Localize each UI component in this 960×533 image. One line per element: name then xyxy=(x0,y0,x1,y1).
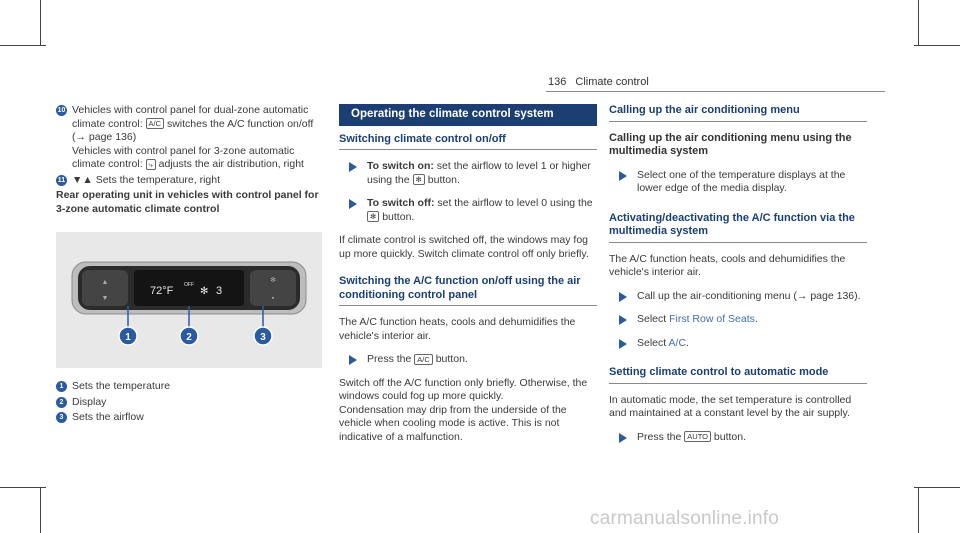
item-10-text xyxy=(72,104,322,145)
step-switch-off xyxy=(349,197,597,224)
paragraph: In automatic mode, the set temperature is controlled and maintained at a constant level by the air supply. xyxy=(609,393,852,419)
heading-auto: Setting climate control to automatic mode xyxy=(609,366,867,384)
rear-unit-heading: Rear operating unit in vehicles with control panel for 3-zone automatic climate control xyxy=(56,189,319,215)
item-10-text-c: Vehicles with control panel for 3-zone automatic climate control: xyxy=(72,144,295,170)
crop-mark xyxy=(40,0,41,46)
heading-switch: Switching climate control on/off xyxy=(339,133,597,151)
step-bold: To switch off: xyxy=(367,197,435,209)
display-temp: 72°F xyxy=(150,285,174,297)
item-10-text-d: adjusts the air distribution, right xyxy=(155,158,304,170)
list-item-11 xyxy=(56,174,322,188)
control-panel-svg xyxy=(56,232,322,368)
watermark: carmanualsonline.info xyxy=(590,508,780,529)
svg-text:▼: ▼ xyxy=(101,295,109,302)
header-rule xyxy=(546,91,885,92)
legend-text: Display xyxy=(72,395,107,408)
step-switch-on xyxy=(349,160,597,187)
legend-item xyxy=(56,396,322,410)
crop-mark xyxy=(918,487,919,533)
step-press-auto xyxy=(619,431,867,445)
column-middle xyxy=(339,104,597,444)
heading-activate: Activating/deactivating the A/C function via the multimedia system xyxy=(609,212,867,243)
legend-text: Sets the airflow xyxy=(72,411,144,423)
step-text: Select one of the temperature displays at the lower edge of the media display. xyxy=(637,168,846,194)
item-10-text-b: switches the A/C function on/off (→ page 136) xyxy=(72,117,314,143)
heading-ac-panel: Switching the A/C function on/off using the air conditioning control panel xyxy=(339,275,597,306)
step-end: button. xyxy=(379,210,415,223)
legend-item xyxy=(56,380,322,394)
callout-number: 10 xyxy=(57,107,66,114)
column-right xyxy=(609,104,867,454)
list-item-10 xyxy=(56,104,322,172)
step-arrow-icon xyxy=(619,292,627,302)
legend-number: 2 xyxy=(56,397,67,408)
menu-item-first-row[interactable]: First Row of Seats xyxy=(669,313,755,325)
step-press-ac xyxy=(349,353,597,367)
crop-mark xyxy=(914,45,960,46)
crop-mark xyxy=(918,0,919,46)
crop-mark xyxy=(0,487,46,488)
step-end: . xyxy=(686,336,689,349)
control-panel-image xyxy=(56,232,322,368)
svg-text:▲: ▲ xyxy=(101,279,109,286)
step-bold: To switch on: xyxy=(367,160,434,172)
step-arrow-icon xyxy=(619,315,627,325)
paragraph: Switch off the A/C function only briefly. Otherwise, the windows could fog up more quickly. xyxy=(339,376,588,402)
callout-1-label: 1 xyxy=(125,332,131,343)
step-arrow-icon xyxy=(619,433,627,443)
ac-key-icon: A/C xyxy=(146,118,165,129)
column-left xyxy=(56,104,322,427)
item-10-text-2 xyxy=(72,145,322,172)
paragraph: Condensation may drip from the underside of the vehicle when cooling mode is active. This is not indicative of a malfunction. xyxy=(339,403,567,443)
up-down-arrow-icon: ▼▲ xyxy=(72,173,93,186)
fan-person-icon: ⤷ xyxy=(146,159,156,170)
step-select-ac xyxy=(619,337,867,351)
step-end: . xyxy=(754,313,758,325)
auto-key-icon: AUTO xyxy=(684,431,711,442)
section-title: Climate control xyxy=(575,76,649,88)
step-text: set the airflow to level 0 using the xyxy=(434,197,593,209)
step-text: Call up the air-conditioning menu (→ page 136). xyxy=(637,289,861,302)
display-off: OFF xyxy=(184,282,194,288)
crop-mark xyxy=(40,487,41,533)
section-bar: Operating the climate control system xyxy=(339,104,597,126)
legend-item xyxy=(56,411,322,425)
legend-text: Sets the temperature xyxy=(72,380,171,392)
display-fan-icon: ✻ xyxy=(200,286,209,297)
callout-3-label: 3 xyxy=(260,332,266,343)
step-arrow-icon xyxy=(349,199,357,209)
crop-mark xyxy=(914,487,960,488)
paragraph: If climate control is switched off, the windows may fog up more quickly. Switch climate control off only briefly. xyxy=(339,234,589,260)
step-arrow-icon xyxy=(349,162,357,172)
step-call-menu xyxy=(619,290,867,304)
item-11-text: Sets the temperature, right xyxy=(92,173,221,186)
step-text: set the airflow to level 1 or higher using the xyxy=(367,160,591,186)
svg-text:▪: ▪ xyxy=(271,295,275,302)
fan-button-icon: ✻ xyxy=(367,211,379,222)
legend-number: 1 xyxy=(56,381,67,392)
svg-text:✻: ✻ xyxy=(270,277,276,284)
step-text: Press the xyxy=(637,430,685,443)
page-header xyxy=(548,76,649,88)
step-text: Press the xyxy=(367,353,415,365)
menu-item-ac[interactable]: A/C xyxy=(668,336,687,349)
crop-mark xyxy=(0,45,46,46)
heading-menu: Calling up the air conditioning menu xyxy=(609,104,867,122)
step-arrow-icon xyxy=(619,171,627,181)
callout-number: 11 xyxy=(57,176,66,184)
step-end: button. xyxy=(710,430,747,443)
legend-number: 3 xyxy=(56,412,67,423)
step-text: Select xyxy=(637,313,670,325)
paragraph: The A/C function heats, cools and dehumidifies the vehicle's interior air. xyxy=(339,316,576,342)
callout-2-label: 2 xyxy=(186,332,192,343)
step-end: button. xyxy=(424,173,460,186)
subheading-menu: Calling up the air conditioning menu using the multimedia system xyxy=(609,131,852,157)
display-fan-level: 3 xyxy=(216,285,223,297)
step-arrow-icon xyxy=(349,355,357,365)
step-end: button. xyxy=(432,353,468,365)
step-arrow-icon xyxy=(619,339,627,349)
paragraph: The A/C function heats, cools and dehumidifies the vehicle's interior air. xyxy=(609,252,846,278)
step-text: Select xyxy=(637,336,669,349)
page-number: 136 xyxy=(548,76,567,88)
fan-button-icon: ✻ xyxy=(413,174,425,185)
ac-key-icon: A/C xyxy=(414,354,433,365)
step-select-temp xyxy=(619,169,867,196)
step-select-row xyxy=(619,313,867,327)
item-10-text-a: Vehicles with control panel for dual-zone automatic climate control: xyxy=(72,104,309,130)
